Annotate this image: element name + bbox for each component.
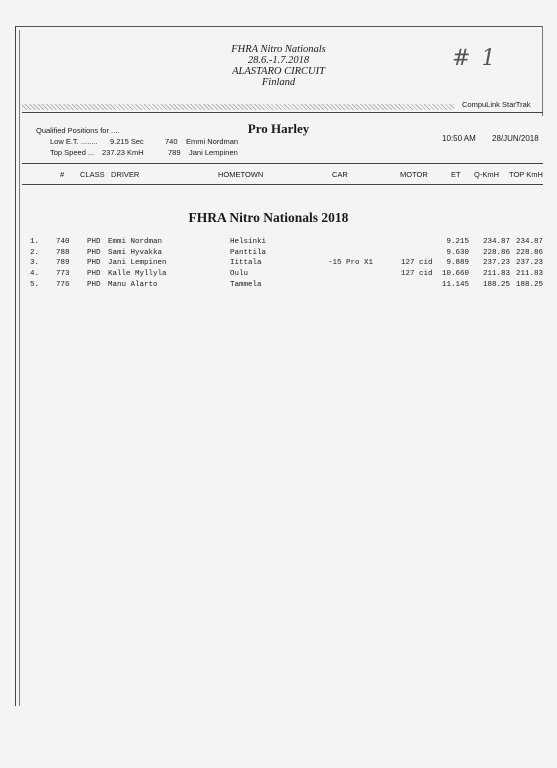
cell-car: -15 Pro X1 — [328, 259, 374, 268]
cell-top: 188.25 — [515, 280, 543, 289]
col-et: ET — [451, 170, 461, 179]
col-driver: DRIVER — [111, 170, 140, 179]
columns-rule-bottom — [22, 184, 543, 185]
header-dates: 28.6.-1.7.2018 — [247, 55, 310, 66]
cell-et: 9.630 — [446, 248, 469, 257]
low-et-driver: Emmi Nordman — [186, 137, 239, 146]
header-rule — [22, 112, 543, 113]
header-country: Finland — [261, 77, 296, 88]
cell-qkmh: 211.83 — [482, 270, 510, 279]
page-border-top — [15, 26, 543, 27]
cell-cls: PHD — [87, 280, 101, 289]
cell-et: 9.889 — [446, 259, 469, 268]
hatch-divider — [22, 104, 454, 110]
cell-pos: 4. — [30, 270, 40, 279]
cell-cls: PHD — [87, 270, 101, 279]
qualified-heading: Qualified Positions for .... — [36, 126, 120, 135]
table-row — [0, 270, 557, 281]
table-row — [0, 259, 557, 270]
cell-et: 10.660 — [441, 270, 469, 279]
top-speed-car: 789 — [168, 148, 181, 157]
report-time: 10:50 AM — [442, 134, 476, 143]
cell-top: 234.87 — [515, 238, 543, 246]
header-event-name: FHRA Nitro Nationals — [231, 44, 326, 55]
cell-num: 773 — [56, 270, 70, 279]
cell-pos: 5. — [30, 280, 40, 289]
cell-top: 228.86 — [515, 248, 543, 257]
col-car: CAR — [332, 170, 348, 179]
cell-cls: PHD — [87, 238, 101, 246]
cell-num: 776 — [56, 280, 70, 289]
col-motor: MOTOR — [400, 170, 428, 179]
low-et-car: 740 — [165, 137, 178, 146]
cell-pos: 2. — [30, 248, 40, 257]
cell-cls: PHD — [87, 259, 101, 268]
cell-num: 789 — [56, 259, 70, 268]
top-speed-label: Top Speed ... — [50, 148, 95, 157]
cell-top: 237.23 — [515, 259, 543, 268]
cell-num: 740 — [56, 238, 70, 246]
header-venue: ALASTARO CIRCUIT — [232, 66, 325, 77]
cell-hometown: Tammela — [230, 280, 262, 289]
report-date: 28/JUN/2018 — [492, 134, 539, 143]
table-row — [0, 249, 557, 260]
cell-qkmh: 228.86 — [482, 248, 510, 257]
cell-hometown: Iittala — [230, 259, 262, 268]
handwritten-number: # 1 — [452, 46, 498, 71]
cell-et: 11.145 — [441, 280, 469, 289]
col-qkmh: Q-KmH — [474, 170, 499, 179]
low-et-value: 9.215 Sec — [110, 137, 144, 146]
cell-qkmh: 234.87 — [482, 238, 510, 246]
table-row — [0, 281, 557, 292]
cell-qkmh: 237.23 — [482, 259, 510, 268]
cell-num: 788 — [56, 248, 70, 257]
cell-hometown: Oulu — [230, 270, 249, 279]
col-num: # — [60, 170, 65, 179]
cell-pos: 3. — [30, 259, 40, 268]
cell-hometown: Panttila — [230, 248, 267, 257]
cell-driver: Jani Lempinen — [108, 259, 167, 268]
top-speed-value: 237.23 KmH — [102, 148, 144, 157]
top-speed-driver: Jani Lempinen — [189, 148, 238, 157]
cell-pos: 1. — [30, 238, 40, 246]
cell-driver: Sami Hyvakka — [108, 248, 163, 257]
cell-motor: 127 cid — [401, 259, 433, 268]
cell-cls: PHD — [87, 248, 101, 257]
col-topkmh: TOP KmH — [509, 170, 543, 179]
cell-top: 211.83 — [515, 270, 543, 279]
results-title: FHRA Nitro Nationals 2018 — [188, 210, 349, 225]
event-class-title: Pro Harley — [247, 121, 310, 136]
cell-motor: 127 cid — [401, 270, 433, 279]
cell-driver: Kalle Myllyla — [108, 270, 167, 279]
cell-et: 9.215 — [446, 238, 469, 246]
table-row — [0, 238, 557, 249]
col-hometown: HOMETOWN — [218, 170, 264, 179]
col-class: CLASS — [80, 170, 105, 179]
cell-qkmh: 188.25 — [482, 280, 510, 289]
low-et-label: Low E.T. ........ — [50, 137, 98, 146]
cell-driver: Emmi Nordman — [108, 238, 163, 246]
cell-driver: Manu Alarto — [108, 280, 158, 289]
cell-hometown: Helsinki — [230, 238, 267, 246]
timing-system-label: CompuLink StarTrak — [462, 100, 531, 109]
columns-rule-top — [22, 163, 543, 164]
